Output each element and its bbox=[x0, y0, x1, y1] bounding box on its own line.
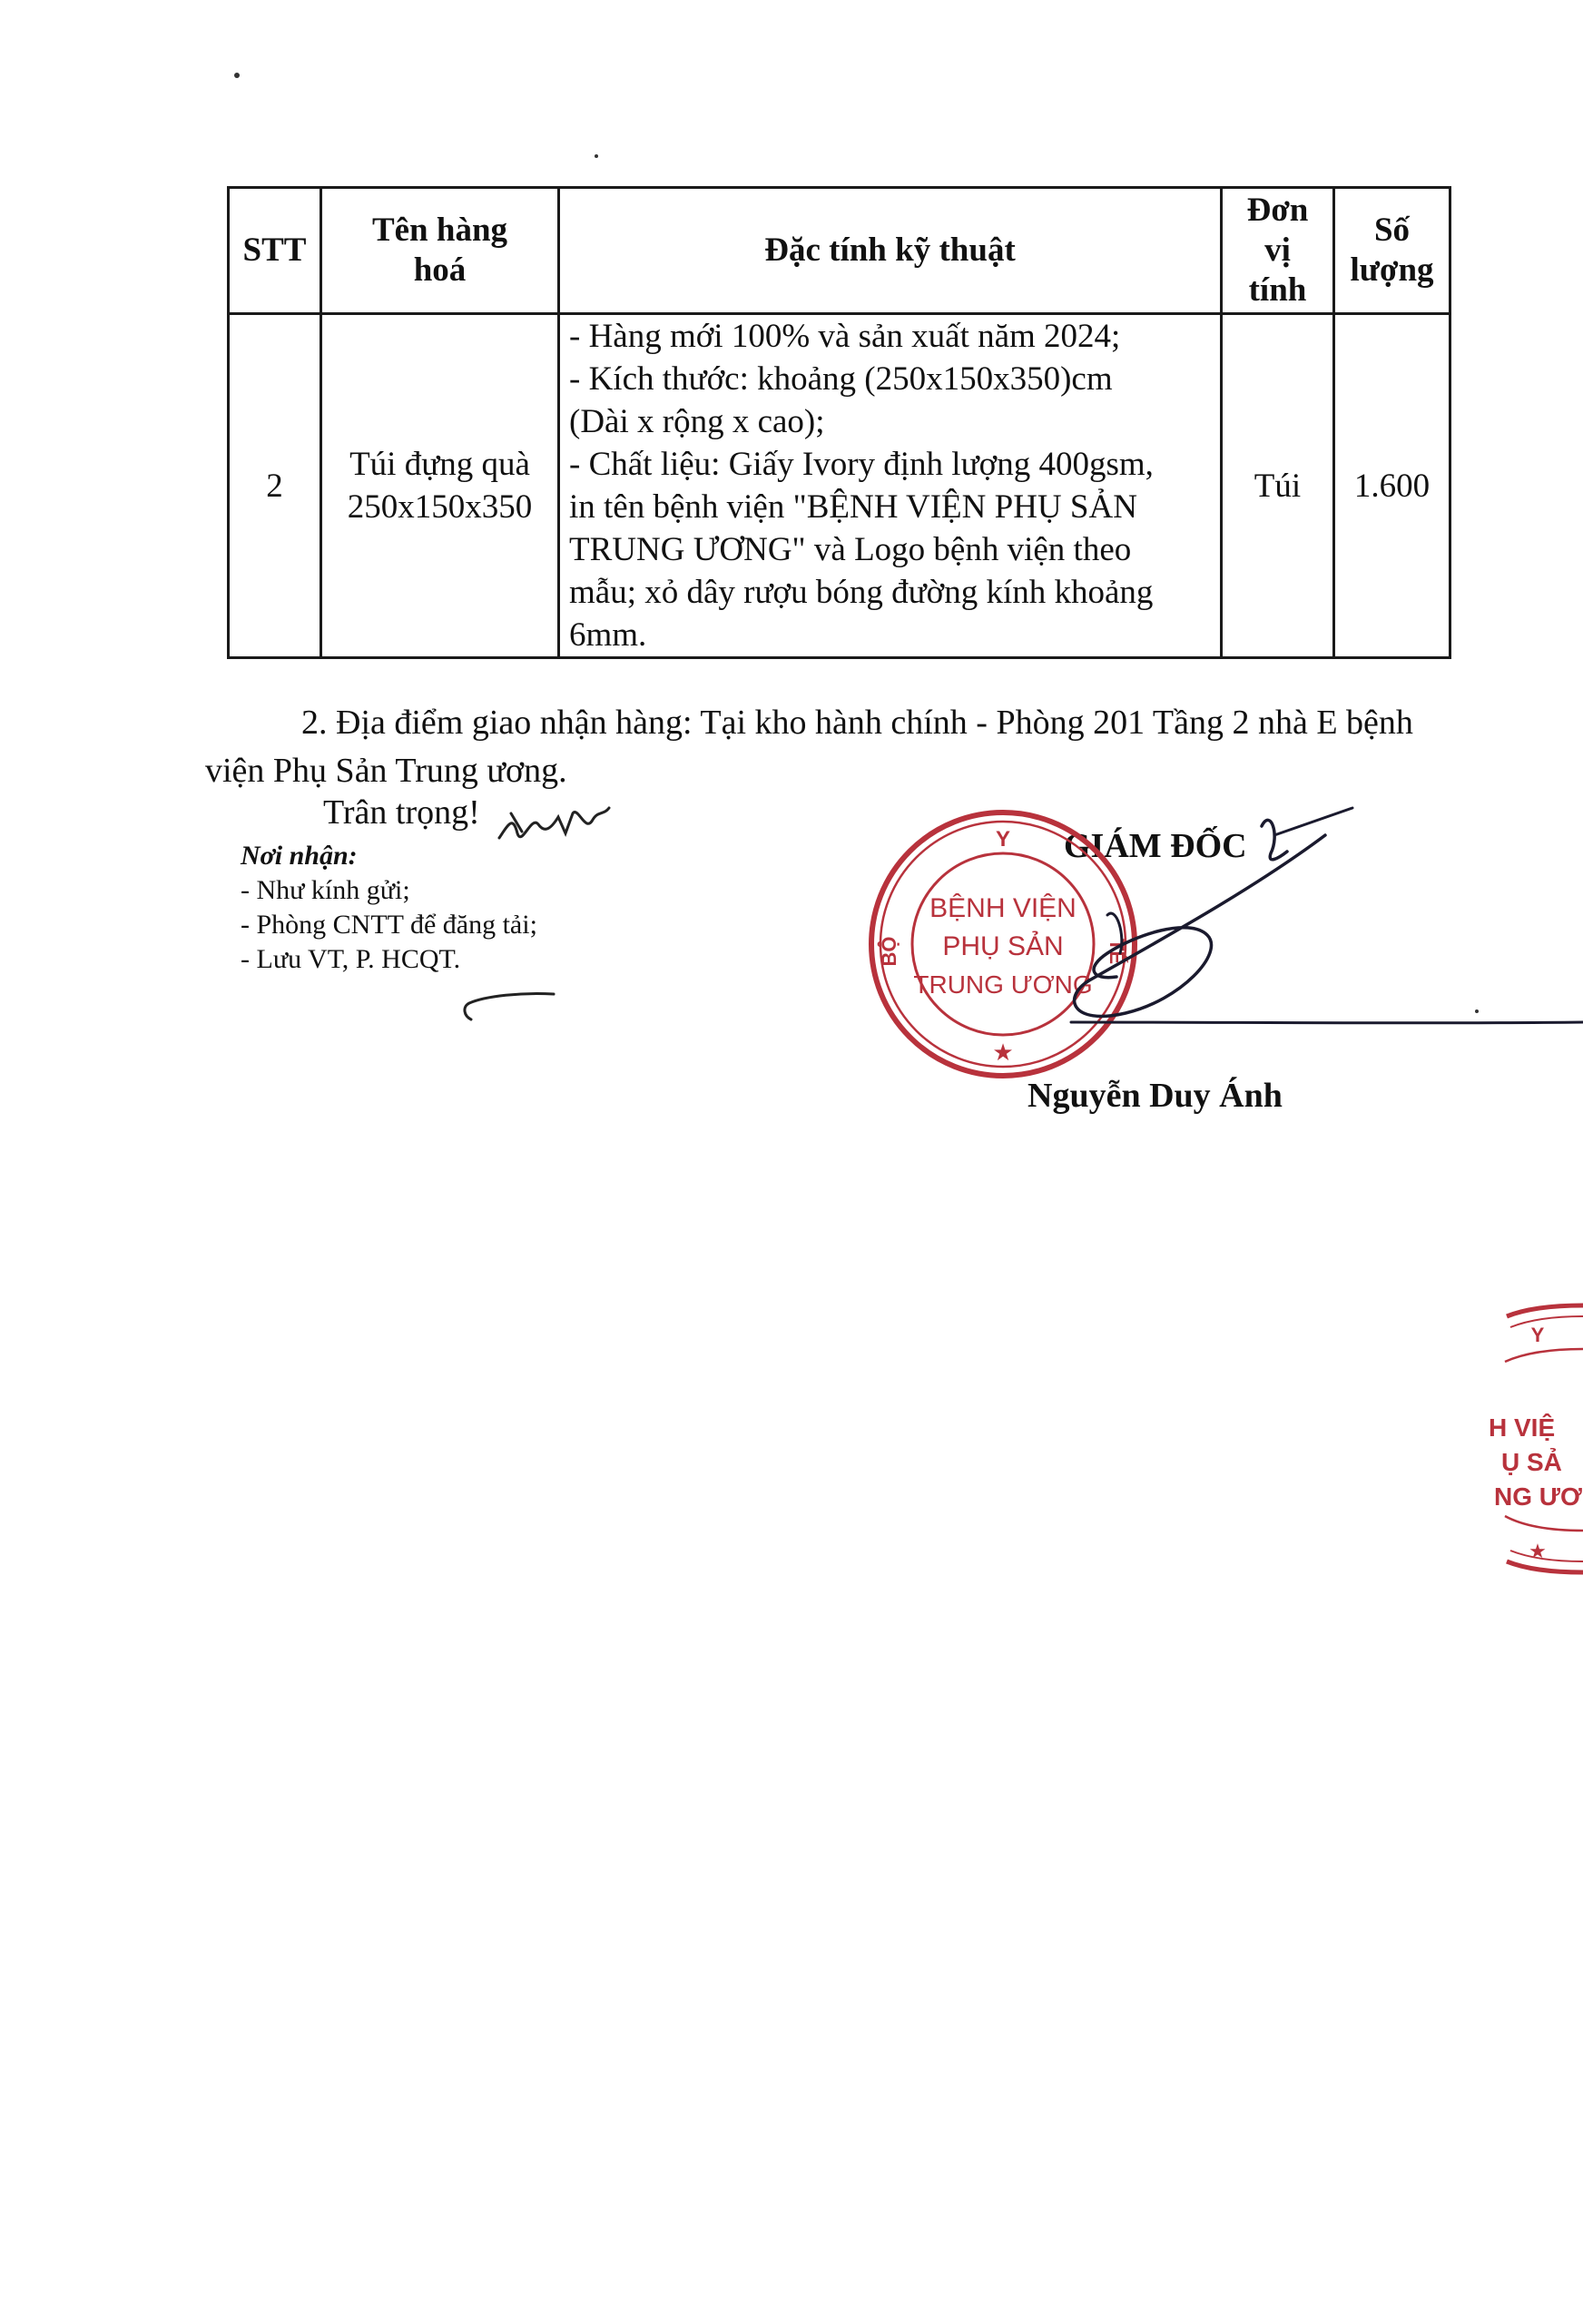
scan-dot bbox=[1475, 1009, 1479, 1013]
recipients-heading: Nơi nhận: bbox=[241, 841, 358, 871]
seal-line-3: TRUNG ƯƠNG bbox=[913, 970, 1093, 999]
signer-name: Nguyễn Duy Ánh bbox=[1027, 1077, 1283, 1115]
cell-stt: 2 bbox=[229, 314, 321, 658]
header-specs: Đặc tính kỹ thuật bbox=[559, 188, 1222, 314]
recipients-block bbox=[241, 839, 537, 977]
cell-quantity: 1.600 bbox=[1334, 314, 1450, 658]
seal-star: ★ bbox=[992, 1039, 1014, 1067]
partial-seal-star: ★ bbox=[1529, 1541, 1547, 1563]
recipient-item: - Lưu VT, P. HCQT. bbox=[241, 944, 461, 974]
spec-line: 6mm. bbox=[569, 616, 647, 654]
spec-line: in tên bệnh viện "BỆNH VIỆN PHỤ SẢN bbox=[569, 488, 1137, 526]
header-item-name: Tên hàng hoá bbox=[321, 188, 559, 314]
table-header-row bbox=[229, 188, 1450, 314]
specification-table bbox=[227, 186, 1451, 659]
spec-line: - Chất liệu: Giấy Ivory định lượng 400gsm, bbox=[569, 446, 1154, 483]
spec-line: TRUNG ƯƠNG" và Logo bệnh viện theo bbox=[569, 531, 1132, 568]
seal-line-2: PHỤ SẢN bbox=[942, 931, 1064, 961]
scan-dot bbox=[234, 73, 240, 78]
recipient-mark bbox=[458, 985, 558, 1030]
closing-text: Trân trọng! bbox=[323, 793, 480, 832]
seal-left-letters: BỘ bbox=[878, 936, 900, 967]
recipient-item: - Như kính gửi; bbox=[241, 875, 410, 905]
spec-line: - Hàng mới 100% và sản xuất năm 2024; bbox=[569, 318, 1121, 355]
cell-unit: Túi bbox=[1222, 314, 1334, 658]
scan-dot bbox=[595, 154, 598, 158]
header-quantity: Số lượng bbox=[1334, 188, 1450, 314]
partial-seal-top-letter: Y bbox=[1530, 1324, 1545, 1346]
seal-line-1: BỆNH VIỆN bbox=[929, 893, 1077, 923]
table-row bbox=[229, 314, 1450, 658]
partial-seal-line-3: NG ƯƠ bbox=[1494, 1482, 1582, 1511]
director-title: GIÁM ĐỐC bbox=[1064, 827, 1247, 865]
seal-top-letter: Y bbox=[995, 827, 1011, 852]
partial-seal bbox=[1470, 1289, 1583, 1625]
header-stt: STT bbox=[229, 188, 321, 314]
hospital-seal bbox=[867, 808, 1139, 1080]
cell-item-name: Túi đựng quà 250x150x350 bbox=[321, 314, 559, 658]
spec-line: (Dài x rộng x cao); bbox=[569, 403, 825, 440]
spec-line: - Kích thước: khoảng (250x150x350)cm bbox=[569, 360, 1113, 398]
header-unit: Đơn vị tính bbox=[1222, 188, 1334, 314]
partial-seal-line-1: H VIỆ bbox=[1489, 1413, 1556, 1442]
spec-line: mẫu; xỏ dây rượu bóng đường kính khoảng bbox=[569, 574, 1154, 611]
recipient-item: - Phòng CNTT để đăng tải; bbox=[241, 910, 537, 940]
closing-line bbox=[323, 792, 480, 833]
seal-right-letters: TẾ bbox=[1106, 938, 1128, 965]
cell-specs bbox=[559, 314, 1222, 658]
delivery-paragraph: 2. Địa điểm giao nhận hàng: Tại kho hành chính - Phòng 201 Tầng 2 nhà E bệnh viện Phụ Sản Trung ương. bbox=[205, 704, 1413, 790]
partial-seal-line-2: Ụ SẢ bbox=[1501, 1448, 1562, 1476]
